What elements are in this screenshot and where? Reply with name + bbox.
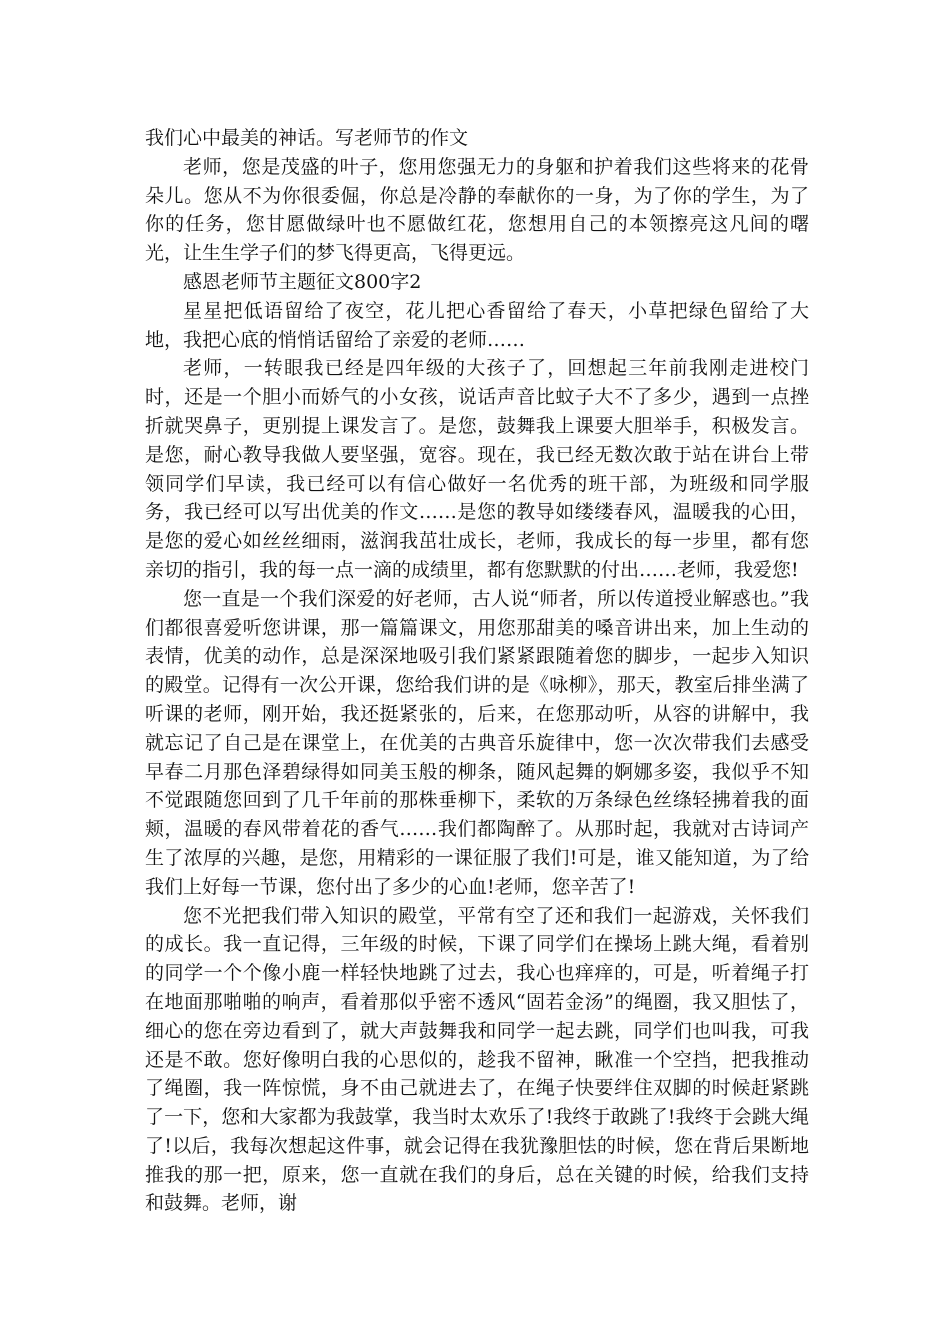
document-paragraph: 老师，一转眼我已经是四年级的大孩子了，回想起三年前我刚走进校门时，还是一个胆小而娇气的小女孩，说话声音比蚊子大不了多少，遇到一点挫折就哭鼻子，更别提上课发言了。是您，鼓舞我上课要大胆举手，积极发言。是您，耐心教导我做人要坚强，宽容。现在，我已经无数次敢于站在讲台上带领同学们早读，我已经可以有信心做好一名优秀的班干部，为班级和同学服务，我已经可以写出优美的作文……是您的教导如缕缕春风，温暖我的心田，是您的爱心如丝丝细雨，滋润我茁壮成长，老师，我成长的每一步里，都有您亲切的指引，我的每一点一滴的成绩里，都有您默默的付出……老师，我爱您! [145,357,809,581]
section-heading: 感恩老师节主题征文800字2 [183,270,422,293]
document-paragraph: 您不光把我们带入知识的殿堂，平常有空了还和我们一起游戏，关怀我们的成长。我一直记得，三年级的时候，下课了同学们在操场上跳大绳，看着别的同学一个个像小鹿一样轻快地跳了过去，我心也痒痒的，可是，听着绳子打在地面那啪啪的响声，看着那似乎密不透风“固若金汤”的绳圈，我又胆怯了，细心的您在旁边看到了，就大声鼓舞我和同学一起去跳，同学们也叫我，可我还是不敢。您好像明白我的心思似的，趁我不留神，瞅准一个空挡，把我推动了绳圈，我一阵惊慌，身不由己就进去了，在绳子快要绊住双脚的时候赶紧跳了一下，您和大家都为我鼓掌，我当时太欢乐了!我终于敢跳了!我终于会跳大绳了!以后，我每次想起这件事，就会记得在我犹豫胆怯的时候，您在背后果断地推我的那一把，原来，您一直就在我们的身后，总在关键的时候，给我们支持和鼓舞。老师，谢 [145,904,809,1215]
document-paragraph: 星星把低语留给了夜空，花儿把心香留给了春天，小草把绿色留给了大地，我把心底的悄悄话留给了亲爱的老师…… [145,299,809,351]
document-paragraph: 老师，您是茂盛的叶子，您用您强无力的身躯和护着我们这些将来的花骨朵儿。您从不为你很委倔，你总是冷静的奉献你的一身，为了你的学生，为了你的任务，您甘愿做绿叶也不愿做红花，您想用自己的本领擦亮这凡间的曙光，让生生学子们的梦飞得更高，飞得更远。 [145,155,809,265]
document-paragraph: 我们心中最美的神话。写老师节的作文 [145,127,469,149]
document-paragraph: 您一直是一个我们深爱的好老师，古人说“师者，所以传道授业解惑也。”我们都很喜爱听您讲课，那一篇篇课文，用您那甜美的嗓音讲出来，加上生动的表情，优美的动作，总是深深地吸引我们紧紧跟随着您的脚步，一起步入知识的殿堂。记得有一次公开课，您给我们讲的是《咏柳》，那天，教室后排坐满了听课的老师，刚开始，我还挺紧张的，后来，在您那动听，从容的讲解中，我就忘记了自己是在课堂上，在优美的古典音乐旋律中，您一次次带我们去感受早春二月那色泽碧绿得如同美玉般的柳条，随风起舞的婀娜多姿，我似乎不知不觉跟随您回到了几千年前的那株垂柳下，柔软的万条绿色丝绦轻拂着我的面颊，温暖的春风带着花的香气……我们都陶醉了。从那时起，我就对古诗词产生了浓厚的兴趣，是您，用精彩的一课征服了我们!可是，谁又能知道，为了给我们上好每一节课，您付出了多少的心血!老师，您辛苦了! [145,587,809,898]
document-body [145,124,809,1218]
